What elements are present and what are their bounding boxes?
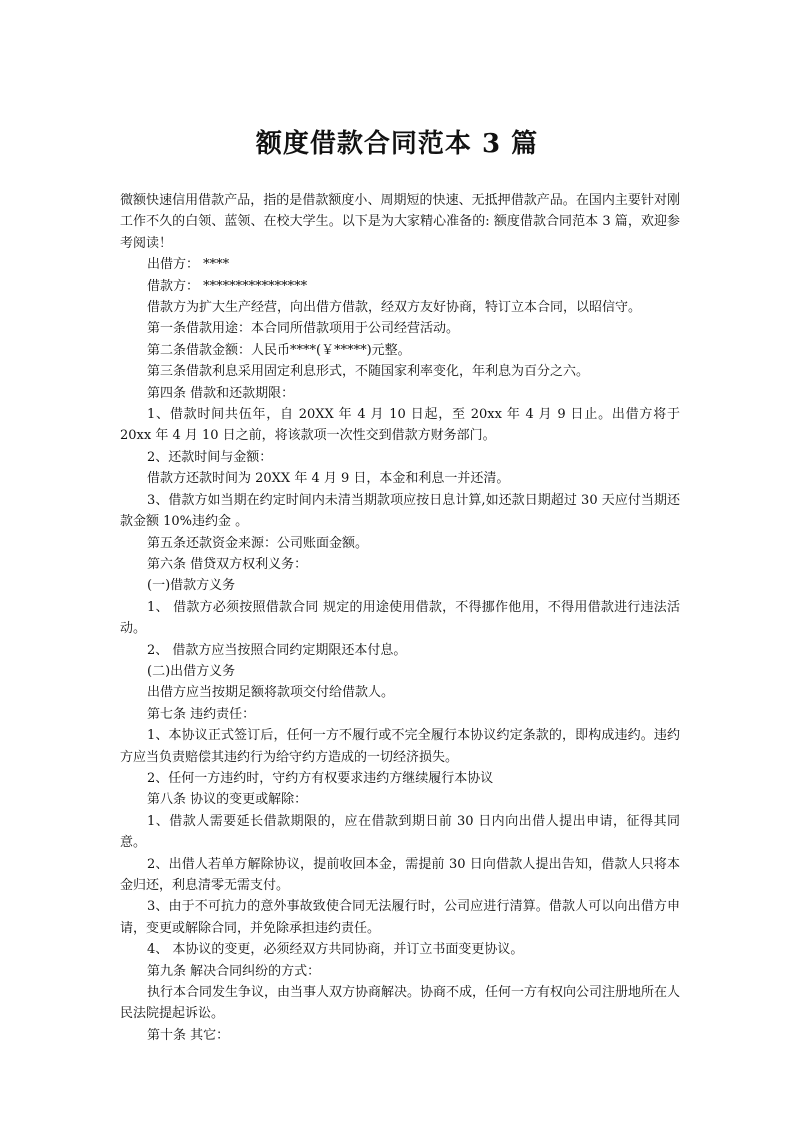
contract-paragraph: 2、 借款方应当按照合同约定期限还本付息。 <box>147 642 407 658</box>
contract-paragraph: 出借方应当按期足额将款项交付给借款人。 <box>147 685 395 701</box>
contract-paragraph: 第七条 违约责任： <box>147 706 256 722</box>
contract-paragraph: 第三条借款利息采用固定利息形式，不随国家利率变化，年利息为百分之六。 <box>147 364 590 380</box>
contract-paragraph: 第八条 协议的变更或解除： <box>147 792 308 808</box>
contract-paragraph: 第四条 借款和还款期限： <box>147 385 295 401</box>
contract-paragraph: 1、借款人需要延长借款期限的，应在借款到期日前 30 日内向出借人提出申请，征得其同意。 <box>120 813 680 851</box>
contract-paragraph: 2、还款时间与金额： <box>147 449 273 465</box>
contract-paragraph: 第二条借款金额：人民币****(￥*****)元整。 <box>147 342 411 358</box>
contract-paragraph: 执行本合同发生争议，由当事人双方协商解决。协商不成，任何一方有权向公司注册地所在人民法院提起诉讼。 <box>120 985 681 1022</box>
contract-paragraph: 第六条 借贷双方权利义务： <box>147 556 308 572</box>
contract-paragraph: 3、借款方如当期在约定时间内未清当期款项应按日息计算,如还款日期超过 30 天应付当期还款金额 10%违约金 。 <box>120 492 680 530</box>
contract-paragraph: 2、任何一方违约时，守约方有权要求违约方继续履行本协议 <box>147 770 494 786</box>
document-body <box>120 190 680 1046</box>
contract-paragraph: 借款方还款时间为 20XX 年 4 月 9 日，本金和利息一并还清。 <box>147 471 510 487</box>
contract-paragraph: 第一条借款用途：本合同所借款项用于公司经营活动。 <box>147 321 460 337</box>
contract-paragraph: 借款方为扩大生产经营，向出借方借款，经双方友好协商，特订立本合同，以昭信守。 <box>147 300 642 316</box>
contract-paragraph: 1、借款时间共伍年，自 20XX 年 4 月 10 日起，至 20xx 年 4 月 9 日止。出借方将于 20xx 年 4 月 10 日之前，将该款项一次性交到借款方财务部门。 <box>120 407 680 444</box>
document-title: 额度借款合同范本 3 篇 <box>255 129 539 159</box>
contract-paragraph: 第十条 其它： <box>147 1027 230 1043</box>
contract-paragraph: 4、 本协议的变更，必须经双方共同协商，并订立书面变更协议。 <box>147 942 524 958</box>
contract-paragraph: 1、 借款方必须按照借款合同 规定的用途使用借款，不得挪作他用，不得用借款进行违法活动。 <box>120 599 680 637</box>
intro-paragraph: 微额快速信用借款产品，指的是借款额度小、周期短的快速、无抵押借款产品。在国内主要针对刚工作不久的白领、蓝领、在校大学生。以下是为大家精心准备的: 额度借款合同范本 3 篇，欢迎参考阅读！ <box>120 193 680 251</box>
contract-paragraph: 借款方： **************** <box>147 278 308 294</box>
contract-paragraph: (二)出借方义务 <box>147 663 236 679</box>
contract-paragraph: (一)借款方义务 <box>147 578 236 594</box>
contract-paragraph: 3、由于不可抗力的意外事故致使合同无法履行时，公司应进行清算。借款人可以向出借方申请，变更或解除合同，并免除承担违约责任。 <box>120 899 680 936</box>
contract-paragraph: 出借方： **** <box>147 257 230 273</box>
contract-paragraph: 第九条 解决合同纠纷的方式： <box>147 963 321 979</box>
contract-paragraph: 2、出借人若单方解除协议，提前收回本金，需提前 30 日向借款人提出告知，借款人只将本金归还，利息清零无需支付。 <box>120 856 680 893</box>
contract-paragraph: 1、本协议正式签订后，任何一方不履行或不完全履行本协议约定条款的，即构成违约。违约方应当负责赔偿其违约行为给守约方造成的一切经济损失。 <box>120 728 680 765</box>
contract-paragraph: 第五条还款资金来源：公司账面金额。 <box>147 535 369 551</box>
